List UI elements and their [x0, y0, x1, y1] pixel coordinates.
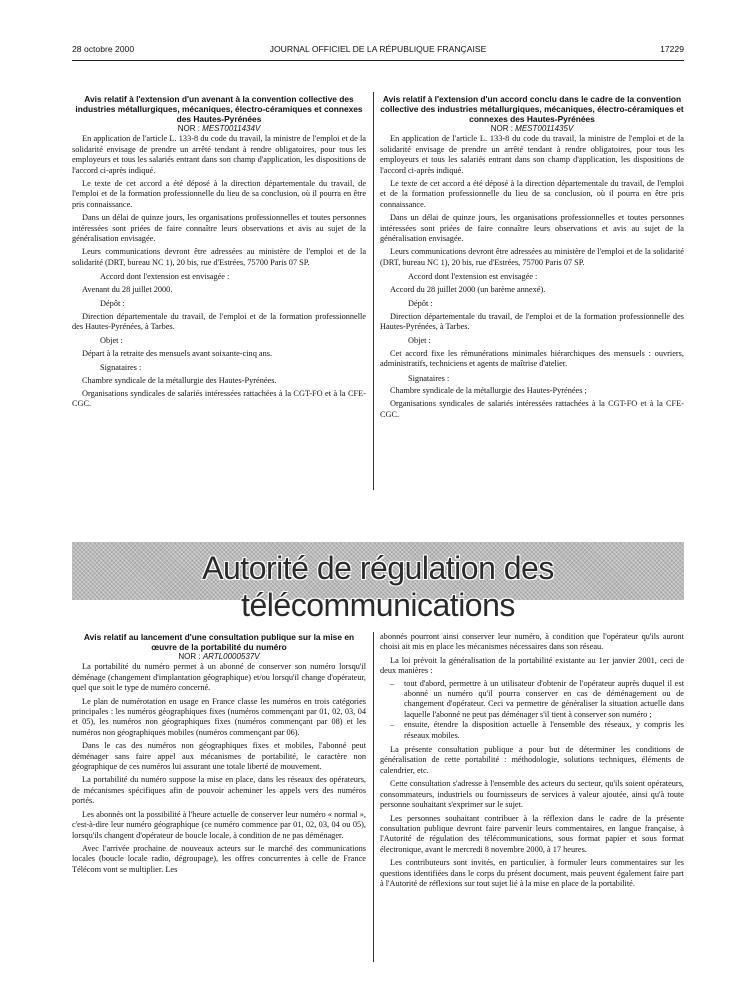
left-notice-depot-label: Dépôt :: [100, 299, 125, 309]
right-notice-title: Avis relatif à l'extension d'un accord conclu dans le cadre de la convention collective des industries métallurgiques, mécaniques, électro-céramiques et connexes des Hautes-Pyrénées: [380, 94, 684, 124]
art-notice-p5: Les abonnés ont la possibilité à l'heure actuelle de conserver leur numéro « normal », c'est-à-dire leur numéro géographique (ce numéro commence par 01, 02, 03, 04 ou 05), lorsqu'ils changent d'opérateur de boucle locale, à condition de ne pas déménager.: [72, 809, 366, 840]
art-notice-r5: Les personnes souhaitant contribuer à la réflexion dans le cadre de la présente consultation publique devront faire parvenir leurs commentaires, en langue française, à l'Autorité de régulation des télécommunications, sous format papier et sous format électronique, avant le mercredi 8 novembre 2000, à 17 heures.: [380, 813, 684, 854]
left-notice-p4: Leurs communications devront être adressées au ministère de l'emploi et de la solidarité (DRT, bureau NC 1), 20 bis, rue d'Estrées, 75700 Paris 07 SP.: [72, 247, 366, 267]
right-notice-p2: Le texte de cet accord a été déposé à la direction départementale du travail, de l'emploi et de la formation professionnelle du lieu de sa conclusion, où il pourra en être pris connaissance.: [380, 179, 684, 209]
header-date: 28 octobre 2000: [72, 44, 135, 54]
art-notice-p1: La portabilité du numéro permet à un abonné de conserver son numéro lorsqu'il déménage (changement d'implantation géographique) et/ou lorsqu'il change d'opérateur, quel que soit le type de numéro concerné.: [72, 662, 366, 693]
left-notice-objet-value: Départ à la retraite des mensuels avant soixante-cinq ans.: [82, 348, 273, 358]
right-notice-accord-label: Accord dont l'extension est envisagée :: [408, 272, 538, 282]
right-notice-p4: Leurs communications devront être adressées au ministère de l'emploi et de la solidarité (DRT, bureau NC 1), 20 bis, rue d'Estrées, 75700 Paris 07 SP.: [380, 247, 684, 267]
art-notice-p4: La portabilité du numéro suppose la mise en place, dans les réseaux des opérateurs, de mécanismes spécifiques afin de pouvoir acheminer les appels vers des numéros portés.: [72, 775, 366, 806]
art-notice-title: Avis relatif au lancement d'une consultation publique sur la mise en œuvre de la portabilité du numéro: [83, 632, 355, 652]
left-notice-title: Avis relatif à l'extension d'un avenant à la convention collective des industries métallurgiques, mécaniques, électro-céramiques et connexes des Hautes-Pyrénées: [75, 94, 363, 124]
left-notice-p3: Dans un délai de quinze jours, les organisations professionnelles et toutes personnes intéressées sont priées de faire connaître leurs observations et avis au sujet de la généralisation envisagée.: [72, 213, 366, 244]
left-notice-accord-value: Avenant du 28 juillet 2000.: [82, 284, 173, 294]
left-notice-signataire-1: Chambre syndicale de la métallurgie des Hautes-Pyrénées.: [82, 375, 277, 385]
page-header: [72, 44, 684, 58]
art-notice-r6: Les contributeurs sont invités, en particulier, à formuler leurs commentaires sur les questions identifiées dans le corps du présent document, mais peuvent également faire part à l'Autorité de réflexions sur tout sujet lié à la mise en place de la portabilité.: [380, 858, 684, 888]
left-notice-p2: Le texte de cet accord a été déposé à la direction départementale du travail, de l'emploi et de la formation professionnelle du lieu de sa conclusion, où il pourra en être pris connaissance.: [72, 179, 366, 209]
art-notice-bullet-1: – tout d'abord, permettre à un utilisateur d'obtenir de l'opérateur auprès duquel il est abonné un numéro qu'il pourra conserver en cas de déménagement ou de changement d'opérateur. Ceci va permettre de généraliser la situation actuelle dans laquelle l'abonné ne peut pas déménager s'il tient à conserver son numéro ;: [404, 679, 684, 721]
right-notice-depot-label: Dépôt :: [408, 299, 433, 309]
left-notice: [72, 94, 366, 410]
art-notice-left-column: [72, 632, 366, 875]
left-notice-p1: En application de l'article L. 133-8 du code du travail, la ministre de l'emploi et de la solidarité envisage de prendre un arrêté tendant à rendre obligatoires, pour tous les employeurs et tous les salariés entrant dans son champ d'application, les dispositions de l'accord ci-après indiqué.: [72, 134, 366, 175]
left-notice-depot-value: Direction départementale du travail, de l'emploi et de la formation professionnelle des Hautes-Pyrénées, à Tarbes.: [72, 311, 366, 331]
right-notice-nor: NOR : MEST0011435V: [490, 124, 574, 133]
art-notice-nor: NOR : ARTL0000537V: [178, 652, 260, 661]
right-notice-p3: Dans un délai de quinze jours, les organisations professionnelles et toutes personnes intéressées sont priées de faire connaître leurs observations et avis au sujet de la généralisation envisagée.: [380, 213, 684, 244]
left-notice-signataires-label: Signataires :: [100, 363, 142, 373]
right-notice-signataire-1: Chambre syndicale de la métallurgie des Hautes-Pyrénées ;: [390, 385, 587, 395]
left-notice-objet-label: Objet :: [100, 336, 123, 346]
art-notice-p6: Avec l'arrivée prochaine de nouveaux acteurs sur le marché des communications locales (boucle locale radio, dégroupage), les offres concurrentes à celle de France Télécom vont se multiplier. Les: [72, 843, 366, 874]
left-notice-signataire-2: Organisations syndicales de salariés intéressées rattachées à la CGT-FO et à la CFE-CGC.: [72, 388, 366, 409]
right-notice-accord-value: Accord du 28 juillet 2000 (un barème annexé).: [390, 284, 546, 294]
art-notice-p3: Dans le cas des numéros non géographiques fixes et mobiles, l'abonné peut déménager sans faire appel aux mécanismes de portabilité, le caractère non géographique de ces numéros lui assurant une totale liberté de mouvement.: [72, 741, 366, 772]
art-notice-r2: La loi prévoit la généralisation de la portabilité existante au 1er janvier 2001, ceci de deux manières :: [380, 655, 684, 676]
column-divider-bottom: [373, 632, 374, 962]
right-notice-signataire-2: Organisations syndicales de salariés intéressées rattachées à la CGT-FO et à la CFE-CGC.: [380, 399, 684, 419]
art-notice-r4: Cette consultation s'adresse à l'ensemble des acteurs du secteur, qu'ils soient opérateurs, consommateurs, industriels ou fournisseurs de services à valeur ajoutée, ainsi qu'à toute personne souhaitant s'exprimer sur le sujet.: [380, 779, 684, 810]
art-notice-r3: La présente consultation publique a pour but de déterminer les conditions de généralisation de cette portabilité : méthodologie, solutions techniques, éléments de calendrier, etc.: [380, 745, 684, 775]
art-notice-bullet-list: [380, 679, 684, 741]
art-notice-bullet-2: – ensuite, étendre la disposition actuelle à l'ensemble des réseaux, y compris les réseaux mobiles.: [404, 720, 684, 741]
header-page-number: 17229: [660, 44, 684, 54]
header-journal-title: JOURNAL OFFICIEL DE LA RÉPUBLIQUE FRANÇAISE: [269, 44, 487, 54]
column-divider-top: [373, 92, 374, 490]
section-banner: [72, 542, 684, 623]
art-notice-right-column: [380, 632, 684, 889]
right-notice: [380, 94, 684, 420]
left-notice-accord-label: Accord dont l'extension est envisagée :: [100, 272, 230, 282]
right-notice-objet-label: Objet :: [408, 336, 431, 346]
header-rule: [72, 60, 684, 61]
right-notice-p1: En application de l'article L. 133-8 du code du travail, la ministre de l'emploi et de la solidarité envisage de prendre un arrêté tendant à rendre obligatoires, pour tous les employeurs et tous les salariés entrant dans son champ d'application, les dispositions de l'accord ci-après indiqué.: [380, 134, 684, 175]
right-notice-objet-value: Cet accord fixe les rémunérations minimales hiérarchiques des mensuels : ouvriers, administratifs, techniciens et agents de maîtrise d'atelier.: [380, 348, 684, 369]
section-banner-text: Autorité de régulation des télécommunications: [202, 550, 554, 623]
right-notice-signataires-label: Signataires :: [408, 373, 450, 383]
art-notice-p2: Le plan de numérotation en usage en France classe les numéros en trois catégories principales : les numéros géographiques fixes (numéros commençant par 01, 02, 03, 04 et 05), les numéros non géographiques fixes (numéros commençant par 08) et les numéros non géographiques mobiles (numéros commençant par 06).: [72, 696, 366, 737]
left-notice-nor: NOR : MEST0011434V: [177, 124, 261, 133]
art-notice-r1: abonnés pourront ainsi conserver leur numéro, à condition que l'opérateur qu'ils auront choisi ait mis en place les mécanismes nécessaires dans son réseau.: [380, 632, 684, 652]
right-notice-depot-value: Direction départementale du travail, de l'emploi et de la formation professionnelle des Hautes-Pyrénées, à Tarbes.: [380, 311, 684, 331]
